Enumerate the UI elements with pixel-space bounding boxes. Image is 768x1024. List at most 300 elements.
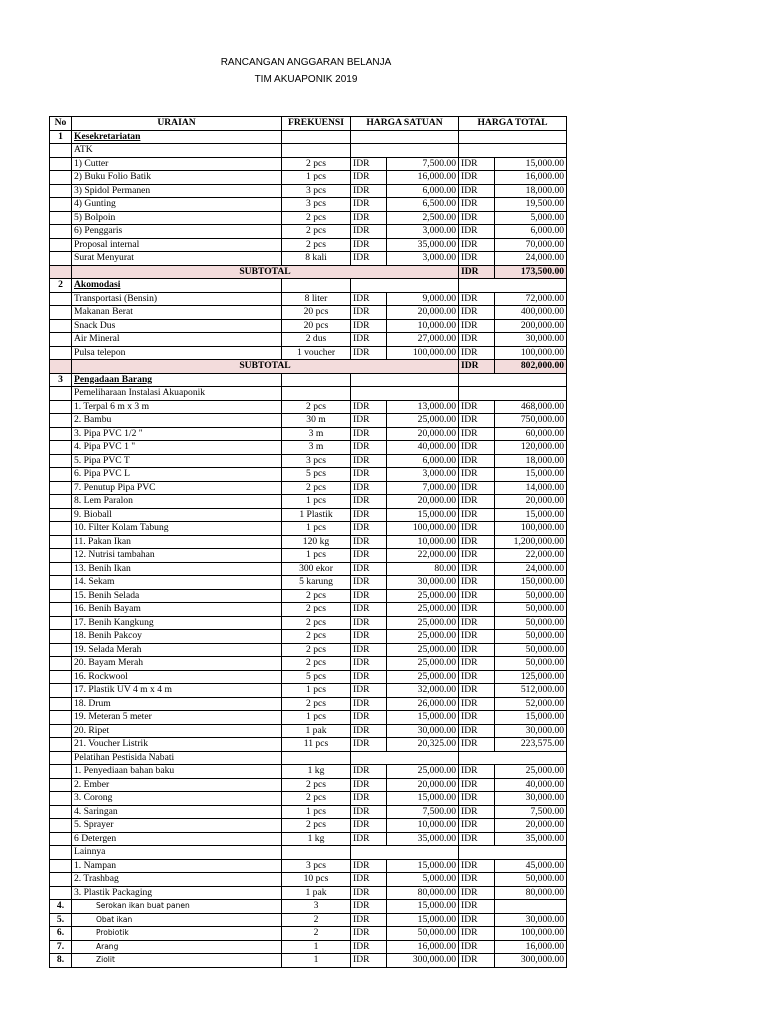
subtotal-value: 802,000.00	[495, 360, 567, 374]
header-harga-total: HARGA TOTAL	[459, 117, 567, 131]
currency-label: IDR	[459, 171, 495, 185]
item-description: 8. Lem Paralon	[72, 495, 282, 509]
row-number	[50, 859, 72, 873]
currency-label: IDR	[459, 346, 495, 360]
item-description: 12. Nutrisi tambahan	[72, 549, 282, 563]
currency-label: IDR	[351, 616, 387, 630]
item-frequency: 2 pcs	[282, 603, 351, 617]
currency-label: IDR	[351, 927, 387, 941]
currency-label: IDR	[459, 225, 495, 239]
table-row	[50, 954, 567, 968]
item-description: 16. Rockwool	[72, 670, 282, 684]
item-description: 9. Bioball	[72, 508, 282, 522]
item-frequency: 3	[282, 900, 351, 914]
currency-label: IDR	[351, 724, 387, 738]
table-row	[50, 225, 567, 239]
table-row	[50, 589, 567, 603]
empty-cell	[459, 279, 567, 293]
total-price: 15,000.00	[495, 711, 567, 725]
row-number: 8.	[50, 954, 72, 968]
table-row	[50, 684, 567, 698]
item-frequency: 1 pcs	[282, 684, 351, 698]
table-row	[50, 643, 567, 657]
currency-label: IDR	[351, 306, 387, 320]
table-row	[50, 454, 567, 468]
table-row	[50, 711, 567, 725]
currency-label: IDR	[459, 832, 495, 846]
table-row	[50, 900, 567, 914]
row-number: 6.	[50, 927, 72, 941]
currency-label: IDR	[459, 603, 495, 617]
table-row	[50, 859, 567, 873]
currency-label: IDR	[459, 886, 495, 900]
item-frequency: 20 pcs	[282, 306, 351, 320]
item-description: Serokan ikan buat panen	[72, 900, 282, 914]
row-number	[50, 738, 72, 752]
item-frequency: 3 pcs	[282, 859, 351, 873]
currency-label: IDR	[351, 711, 387, 725]
row-number	[50, 144, 72, 158]
item-frequency: 3 m	[282, 427, 351, 441]
total-price: 200,000.00	[495, 319, 567, 333]
item-description: Pulsa telepon	[72, 346, 282, 360]
currency-label: IDR	[459, 481, 495, 495]
currency-label: IDR	[351, 157, 387, 171]
empty-cell	[351, 130, 459, 144]
subtotal-row	[50, 265, 567, 279]
item-description: 20. Ripet	[72, 724, 282, 738]
row-number	[50, 441, 72, 455]
item-frequency: 1 pcs	[282, 805, 351, 819]
subtotal-value: 173,500.00	[495, 265, 567, 279]
currency-label: IDR	[351, 643, 387, 657]
empty-cell	[459, 846, 567, 860]
currency-label: IDR	[459, 954, 495, 968]
item-description: 17. Benih Kangkung	[72, 616, 282, 630]
item-description: Obat ikan	[72, 913, 282, 927]
table-row	[50, 481, 567, 495]
item-frequency: 1 kg	[282, 765, 351, 779]
item-frequency: 1 kg	[282, 832, 351, 846]
row-number	[50, 481, 72, 495]
group-label-row	[50, 144, 567, 158]
empty-cell	[351, 387, 459, 401]
row-number	[50, 616, 72, 630]
currency-label: IDR	[351, 414, 387, 428]
total-price: 70,000.00	[495, 238, 567, 252]
currency-label: IDR	[351, 900, 387, 914]
unit-price: 3,000.00	[387, 252, 459, 266]
item-description: 3. Plastik Packaging	[72, 886, 282, 900]
row-number	[50, 157, 72, 171]
row-number	[50, 603, 72, 617]
row-number	[50, 508, 72, 522]
currency-label: IDR	[459, 184, 495, 198]
unit-price: 2,500.00	[387, 211, 459, 225]
unit-price: 26,000.00	[387, 697, 459, 711]
empty-cell	[351, 751, 459, 765]
unit-price: 5,000.00	[387, 873, 459, 887]
unit-price: 20,000.00	[387, 495, 459, 509]
currency-label: IDR	[459, 913, 495, 927]
total-price: 15,000.00	[495, 157, 567, 171]
table-row	[50, 940, 567, 954]
item-frequency: 2 pcs	[282, 778, 351, 792]
unit-price: 35,000.00	[387, 832, 459, 846]
currency-label: IDR	[459, 657, 495, 671]
currency-label: IDR	[351, 535, 387, 549]
empty-cell	[282, 144, 351, 158]
item-description: 20. Bayam Merah	[72, 657, 282, 671]
empty-cell	[282, 846, 351, 860]
table-row	[50, 724, 567, 738]
item-frequency: 5 karung	[282, 576, 351, 590]
currency-label: IDR	[459, 859, 495, 873]
unit-price: 50,000.00	[387, 927, 459, 941]
row-number	[50, 360, 72, 374]
item-frequency: 10 pcs	[282, 873, 351, 887]
currency-label: IDR	[351, 468, 387, 482]
table-row	[50, 306, 567, 320]
item-frequency: 2 pcs	[282, 211, 351, 225]
total-price: 5,000.00	[495, 211, 567, 225]
section-number: 2	[50, 279, 72, 293]
total-price: 468,000.00	[495, 400, 567, 414]
item-description: 6) Penggaris	[72, 225, 282, 239]
subtotal-row	[50, 360, 567, 374]
item-description: Ziolit	[72, 954, 282, 968]
table-row	[50, 778, 567, 792]
row-number	[50, 400, 72, 414]
row-number	[50, 711, 72, 725]
unit-price: 80,000.00	[387, 886, 459, 900]
item-description: 19. Meteran 5 meter	[72, 711, 282, 725]
table-row	[50, 913, 567, 927]
item-frequency: 11 pcs	[282, 738, 351, 752]
currency-label: IDR	[351, 225, 387, 239]
table-row	[50, 414, 567, 428]
currency-label: IDR	[459, 778, 495, 792]
row-number	[50, 306, 72, 320]
currency-label: IDR	[351, 886, 387, 900]
row-number	[50, 387, 72, 401]
total-price: 300,000.00	[495, 954, 567, 968]
item-frequency: 2 pcs	[282, 481, 351, 495]
item-frequency: 20 pcs	[282, 319, 351, 333]
table-row	[50, 252, 567, 266]
item-frequency: 1 pak	[282, 886, 351, 900]
item-frequency: 1 pak	[282, 724, 351, 738]
row-number	[50, 468, 72, 482]
currency-label: IDR	[351, 292, 387, 306]
unit-price: 32,000.00	[387, 684, 459, 698]
unit-price: 22,000.00	[387, 549, 459, 563]
empty-cell	[351, 373, 459, 387]
total-price: 400,000.00	[495, 306, 567, 320]
row-number	[50, 792, 72, 806]
currency-label: IDR	[459, 400, 495, 414]
currency-label: IDR	[351, 697, 387, 711]
row-number	[50, 414, 72, 428]
section-number: 3	[50, 373, 72, 387]
currency-label: IDR	[459, 198, 495, 212]
currency-label: IDR	[351, 589, 387, 603]
row-number	[50, 252, 72, 266]
currency-label: IDR	[459, 711, 495, 725]
unit-price: 25,000.00	[387, 603, 459, 617]
currency-label: IDR	[351, 576, 387, 590]
currency-label: IDR	[351, 832, 387, 846]
table-row	[50, 549, 567, 563]
currency-label: IDR	[459, 576, 495, 590]
total-price: 30,000.00	[495, 333, 567, 347]
row-number	[50, 333, 72, 347]
total-price: 45,000.00	[495, 859, 567, 873]
item-frequency: 300 ekor	[282, 562, 351, 576]
item-frequency: 5 pcs	[282, 468, 351, 482]
row-number	[50, 643, 72, 657]
item-frequency: 30 m	[282, 414, 351, 428]
total-price: 24,000.00	[495, 562, 567, 576]
row-number	[50, 846, 72, 860]
item-description: 1. Terpal 6 m x 3 m	[72, 400, 282, 414]
row-number	[50, 562, 72, 576]
subtotal-label: SUBTOTAL	[72, 360, 459, 374]
table-row	[50, 670, 567, 684]
table-body	[50, 130, 567, 967]
subtotal-label: SUBTOTAL	[72, 265, 459, 279]
row-number	[50, 751, 72, 765]
unit-price: 40,000.00	[387, 441, 459, 455]
section-title: Kesekretariatan	[72, 130, 282, 144]
currency-label: IDR	[351, 738, 387, 752]
item-frequency: 3 pcs	[282, 184, 351, 198]
total-price: 19,500.00	[495, 198, 567, 212]
table-row	[50, 292, 567, 306]
unit-price: 15,000.00	[387, 508, 459, 522]
table-row	[50, 765, 567, 779]
item-frequency: 1 pcs	[282, 495, 351, 509]
unit-price: 20,000.00	[387, 427, 459, 441]
table-row	[50, 630, 567, 644]
currency-label: IDR	[459, 616, 495, 630]
table-row	[50, 184, 567, 198]
header-frekuensi: FREKUENSI	[282, 117, 351, 131]
group-label: Pemeliharaan Instalasi Akuaponik	[72, 387, 282, 401]
row-number	[50, 184, 72, 198]
item-description: 3. Pipa PVC 1/2 "	[72, 427, 282, 441]
currency-label: IDR	[351, 859, 387, 873]
table-row	[50, 927, 567, 941]
currency-label: IDR	[459, 238, 495, 252]
table-row	[50, 832, 567, 846]
currency-label: IDR	[351, 549, 387, 563]
section-title: Pengadaan Barang	[72, 373, 282, 387]
currency-label: IDR	[351, 346, 387, 360]
item-description: 1. Nampan	[72, 859, 282, 873]
item-frequency: 8 liter	[282, 292, 351, 306]
table-row	[50, 441, 567, 455]
item-description: 21. Voucher Listrik	[72, 738, 282, 752]
group-label: Pelatihan Pestisida Nabati	[72, 751, 282, 765]
total-price: 72,000.00	[495, 292, 567, 306]
table-row	[50, 886, 567, 900]
header-no: No	[50, 117, 72, 131]
total-price: 50,000.00	[495, 616, 567, 630]
table-row	[50, 697, 567, 711]
table-row	[50, 738, 567, 752]
unit-price: 20,000.00	[387, 778, 459, 792]
row-number	[50, 778, 72, 792]
item-description: 19. Selada Merah	[72, 643, 282, 657]
row-number	[50, 832, 72, 846]
currency-label: IDR	[351, 184, 387, 198]
total-price: 80,000.00	[495, 886, 567, 900]
currency-label: IDR	[351, 319, 387, 333]
item-frequency: 120 kg	[282, 535, 351, 549]
currency-label: IDR	[351, 792, 387, 806]
empty-cell	[282, 279, 351, 293]
total-price: 16,000.00	[495, 171, 567, 185]
group-label: ATK	[72, 144, 282, 158]
item-description: 4. Pipa PVC 1 "	[72, 441, 282, 455]
unit-price: 3,000.00	[387, 225, 459, 239]
item-description: 2) Buku Folio Batik	[72, 171, 282, 185]
item-description: 3) Spidol Permanen	[72, 184, 282, 198]
total-price: 14,000.00	[495, 481, 567, 495]
unit-price: 7,000.00	[387, 481, 459, 495]
total-price: 223,575.00	[495, 738, 567, 752]
currency-label: IDR	[351, 940, 387, 954]
item-frequency: 1 pcs	[282, 549, 351, 563]
unit-price: 16,000.00	[387, 940, 459, 954]
empty-cell	[282, 751, 351, 765]
empty-cell	[459, 751, 567, 765]
item-frequency: 2 pcs	[282, 697, 351, 711]
currency-label: IDR	[459, 697, 495, 711]
currency-label: IDR	[351, 603, 387, 617]
row-number	[50, 171, 72, 185]
table-row	[50, 333, 567, 347]
currency-label: IDR	[351, 400, 387, 414]
budget-table	[49, 116, 567, 968]
item-frequency: 2 pcs	[282, 225, 351, 239]
group-label-row	[50, 846, 567, 860]
item-frequency: 2 pcs	[282, 643, 351, 657]
currency-label: IDR	[459, 738, 495, 752]
unit-price: 25,000.00	[387, 670, 459, 684]
currency-label: IDR	[351, 684, 387, 698]
currency-label: IDR	[351, 522, 387, 536]
item-frequency: 1 pcs	[282, 711, 351, 725]
currency-label: IDR	[459, 252, 495, 266]
currency-label: IDR	[351, 913, 387, 927]
section-title: Akomodasi	[72, 279, 282, 293]
unit-price: 15,000.00	[387, 913, 459, 927]
row-number	[50, 211, 72, 225]
currency-label: IDR	[351, 819, 387, 833]
empty-cell	[459, 130, 567, 144]
currency-label: IDR	[459, 630, 495, 644]
total-price: 24,000.00	[495, 252, 567, 266]
item-description: Probiotik	[72, 927, 282, 941]
section-header-row	[50, 279, 567, 293]
table-row	[50, 616, 567, 630]
item-description: 5. Sprayer	[72, 819, 282, 833]
item-description: 6. Pipa PVC L	[72, 468, 282, 482]
total-price: 512,000.00	[495, 684, 567, 698]
currency-label: IDR	[459, 157, 495, 171]
section-number: 1	[50, 130, 72, 144]
empty-cell	[351, 144, 459, 158]
section-header-row	[50, 373, 567, 387]
item-frequency: 1 Plastik	[282, 508, 351, 522]
currency-label: IDR	[351, 873, 387, 887]
empty-cell	[459, 373, 567, 387]
currency-label: IDR	[351, 238, 387, 252]
row-number	[50, 238, 72, 252]
group-label-row	[50, 387, 567, 401]
unit-price: 25,000.00	[387, 414, 459, 428]
unit-price: 15,000.00	[387, 711, 459, 725]
row-number	[50, 819, 72, 833]
table-row	[50, 400, 567, 414]
empty-cell	[351, 846, 459, 860]
total-price: 30,000.00	[495, 724, 567, 738]
item-description: 18. Drum	[72, 697, 282, 711]
unit-price: 25,000.00	[387, 765, 459, 779]
currency-label: IDR	[459, 684, 495, 698]
row-number	[50, 886, 72, 900]
row-number: 5.	[50, 913, 72, 927]
row-number	[50, 873, 72, 887]
item-frequency: 1 voucher	[282, 346, 351, 360]
item-description: 1. Penyediaan bahan baku	[72, 765, 282, 779]
total-price: 100,000.00	[495, 346, 567, 360]
total-price: 18,000.00	[495, 184, 567, 198]
item-description: 6 Detergen	[72, 832, 282, 846]
currency-label: IDR	[351, 765, 387, 779]
empty-cell	[282, 387, 351, 401]
table-row	[50, 657, 567, 671]
currency-label: IDR	[459, 940, 495, 954]
item-frequency: 5 pcs	[282, 670, 351, 684]
table-row	[50, 319, 567, 333]
empty-cell	[459, 387, 567, 401]
table-row	[50, 238, 567, 252]
item-description: 16. Benih Bayam	[72, 603, 282, 617]
currency-label: IDR	[351, 954, 387, 968]
total-price	[495, 900, 567, 914]
item-frequency: 8 kali	[282, 252, 351, 266]
item-frequency: 3 pcs	[282, 198, 351, 212]
row-number: 7.	[50, 940, 72, 954]
item-frequency: 1	[282, 954, 351, 968]
currency-label: IDR	[351, 171, 387, 185]
unit-price: 25,000.00	[387, 643, 459, 657]
table-row	[50, 508, 567, 522]
item-frequency: 2 pcs	[282, 589, 351, 603]
total-price: 50,000.00	[495, 630, 567, 644]
row-number	[50, 292, 72, 306]
item-description: Transportasi (Bensin)	[72, 292, 282, 306]
row-number	[50, 589, 72, 603]
row-number	[50, 630, 72, 644]
table-row	[50, 157, 567, 171]
unit-price: 13,000.00	[387, 400, 459, 414]
currency-label: IDR	[459, 495, 495, 509]
unit-price: 25,000.00	[387, 616, 459, 630]
